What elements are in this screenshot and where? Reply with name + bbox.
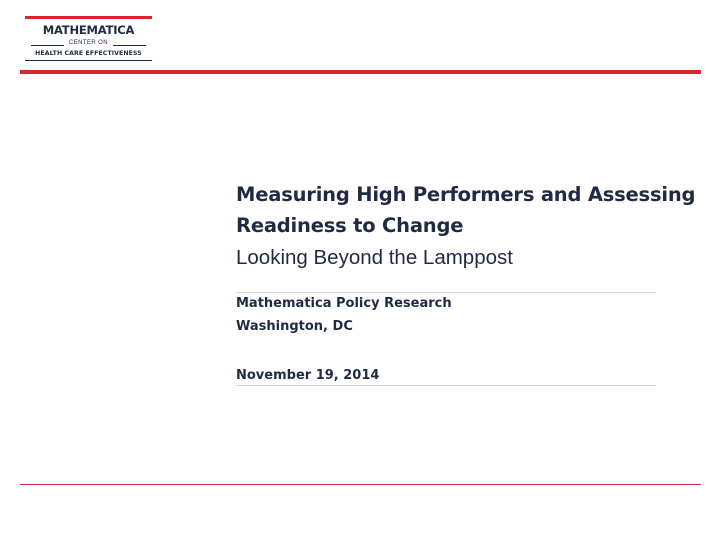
slide-subtitle: Looking Beyond the Lamppost	[236, 246, 513, 269]
logo-health-care-text: HEALTH CARE EFFECTIVENESS	[35, 50, 142, 57]
logo-center-on	[25, 40, 152, 50]
mathematica-logo	[25, 16, 152, 62]
footer-red-rule	[20, 484, 701, 485]
organization-name: Mathematica Policy Research	[236, 296, 452, 311]
divider-bottom	[236, 385, 656, 386]
slide-title: Measuring High Performers and Assessing Readiness to Change	[236, 183, 696, 237]
logo-top-bar	[25, 16, 152, 19]
location-text: Washington, DC	[236, 319, 353, 334]
presentation-date: November 19, 2014	[236, 368, 380, 383]
logo-brand-text: MATHEMATICA	[42, 23, 135, 37]
logo-center-on-text: CENTER ON	[69, 40, 108, 46]
logo-bottom-rule	[25, 60, 152, 61]
header-red-rule	[20, 70, 701, 74]
logo-right-rule	[113, 45, 146, 46]
divider-top	[236, 292, 656, 293]
